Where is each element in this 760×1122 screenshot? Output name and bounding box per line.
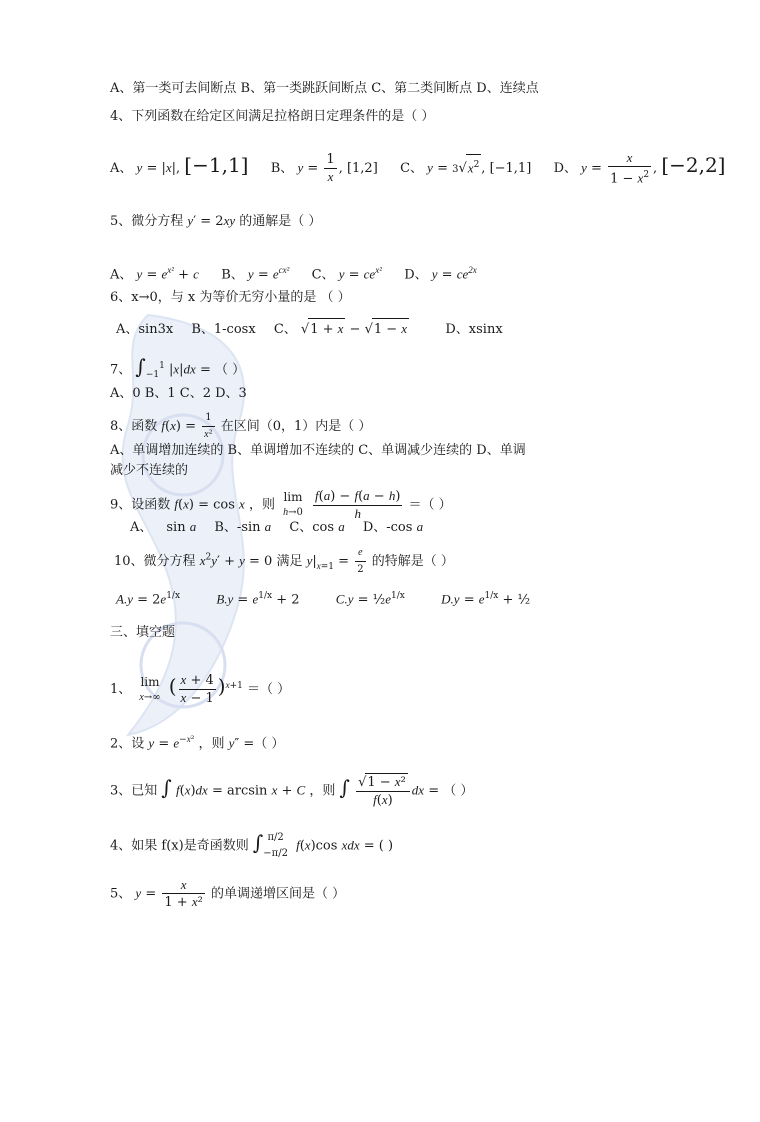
q7-options: A、0 B、1 C、2 D、3 [110,386,247,401]
q5-stem: 5、微分方程 y′ = 2xy 的通解是（ ） [110,213,322,229]
q4-stem: 4、下列函数在给定区间满足拉格朗日定理条件的是（ ） [110,109,435,124]
q3-options: A、第一类可去间断点 B、第一类跳跃间断点 C、第二类间断点 D、连续点 [110,81,539,96]
q7-stem: 7、 $\int_{-1}^1$ |x|dx = （ ） [110,354,246,380]
section-title: 三、填空题 [110,625,176,640]
fill-1: 1、 lim x→∞ ( $\frac{x + 4}{x - 1}$ )$^{x+1}$ ＝（ ） [110,672,291,706]
q9-options: A、 sin a B、-sin a C、cos a D、-cos a [130,519,424,535]
q6-options: A、sin3x B、1-cosx C、 √1 + x − √1 − x D、xsinx [116,318,503,340]
fill-4: 4、如果 f(x)是奇函数则 ∫ π/2 −π/2 f(x)cos xdx = ( ) [110,830,394,859]
q4-options: A、 y = |x|, [−1,1] B、 y = $\frac{1}{x}$ , [1,2] C、 $y = 3√x^2$ , [−1,1] D、 y = $\frac{x}{1 - x^2}$ , [−2,2] [110,150,726,187]
fill-5: 5、 y = $\frac{x}{\text{1 + x²}}$ 的单调递增区间是（ ） [110,877,346,910]
q8-stem: 8、函数 f(x) = $\frac{1}{\text{x²}}$ 在区间（0，1）内是（ ） [110,412,372,440]
q8-options-line1: A、单调增加连续的 B、单调增加不连续的 C、单调减少连续的 D、单调 [110,443,526,458]
q10-options: $A.y = 2e^{1/x}$ $B.y = e^{1/x} + 2$ $C.y = \frac{1}{2}e^{1/x}$ $D.y = e^{1/x}$ + ½ [116,591,531,608]
q8-options-line2: 减少不连续的 [110,463,189,478]
q6-stem: 6、x→0，与 x 为等价无穷小量的是 （ ） [110,290,351,305]
fill-3: 3、已知 ∫ f(x)dx = arcsin x + C ，则 ∫ $\frac{\text{√1 − x²}}{f(x)}$ dx = （ ） [110,774,474,808]
q9-stem: 9、设函数 f(x) = cos x ，则 lim h→0 $\frac{f(a) - f(a - h)}{h}$ ＝（ ） [110,488,452,521]
q10-stem: 10、微分方程 $x^2y' + y = 0$ 满足 $y|_{x=1}$ = $\frac{e}{2}$ 的特解是（ ） [114,547,454,575]
q5-options: A、 $y = e^{x^2} + c$ B、 $y = e^{cx^2}$ C、 $y = ce^{x^2}$ D、 $y = ce^{2x}$ [110,265,477,283]
fill-2: 2、设 $y = e^{-x^2}$ ，则 y″ =（ ） [110,734,285,752]
